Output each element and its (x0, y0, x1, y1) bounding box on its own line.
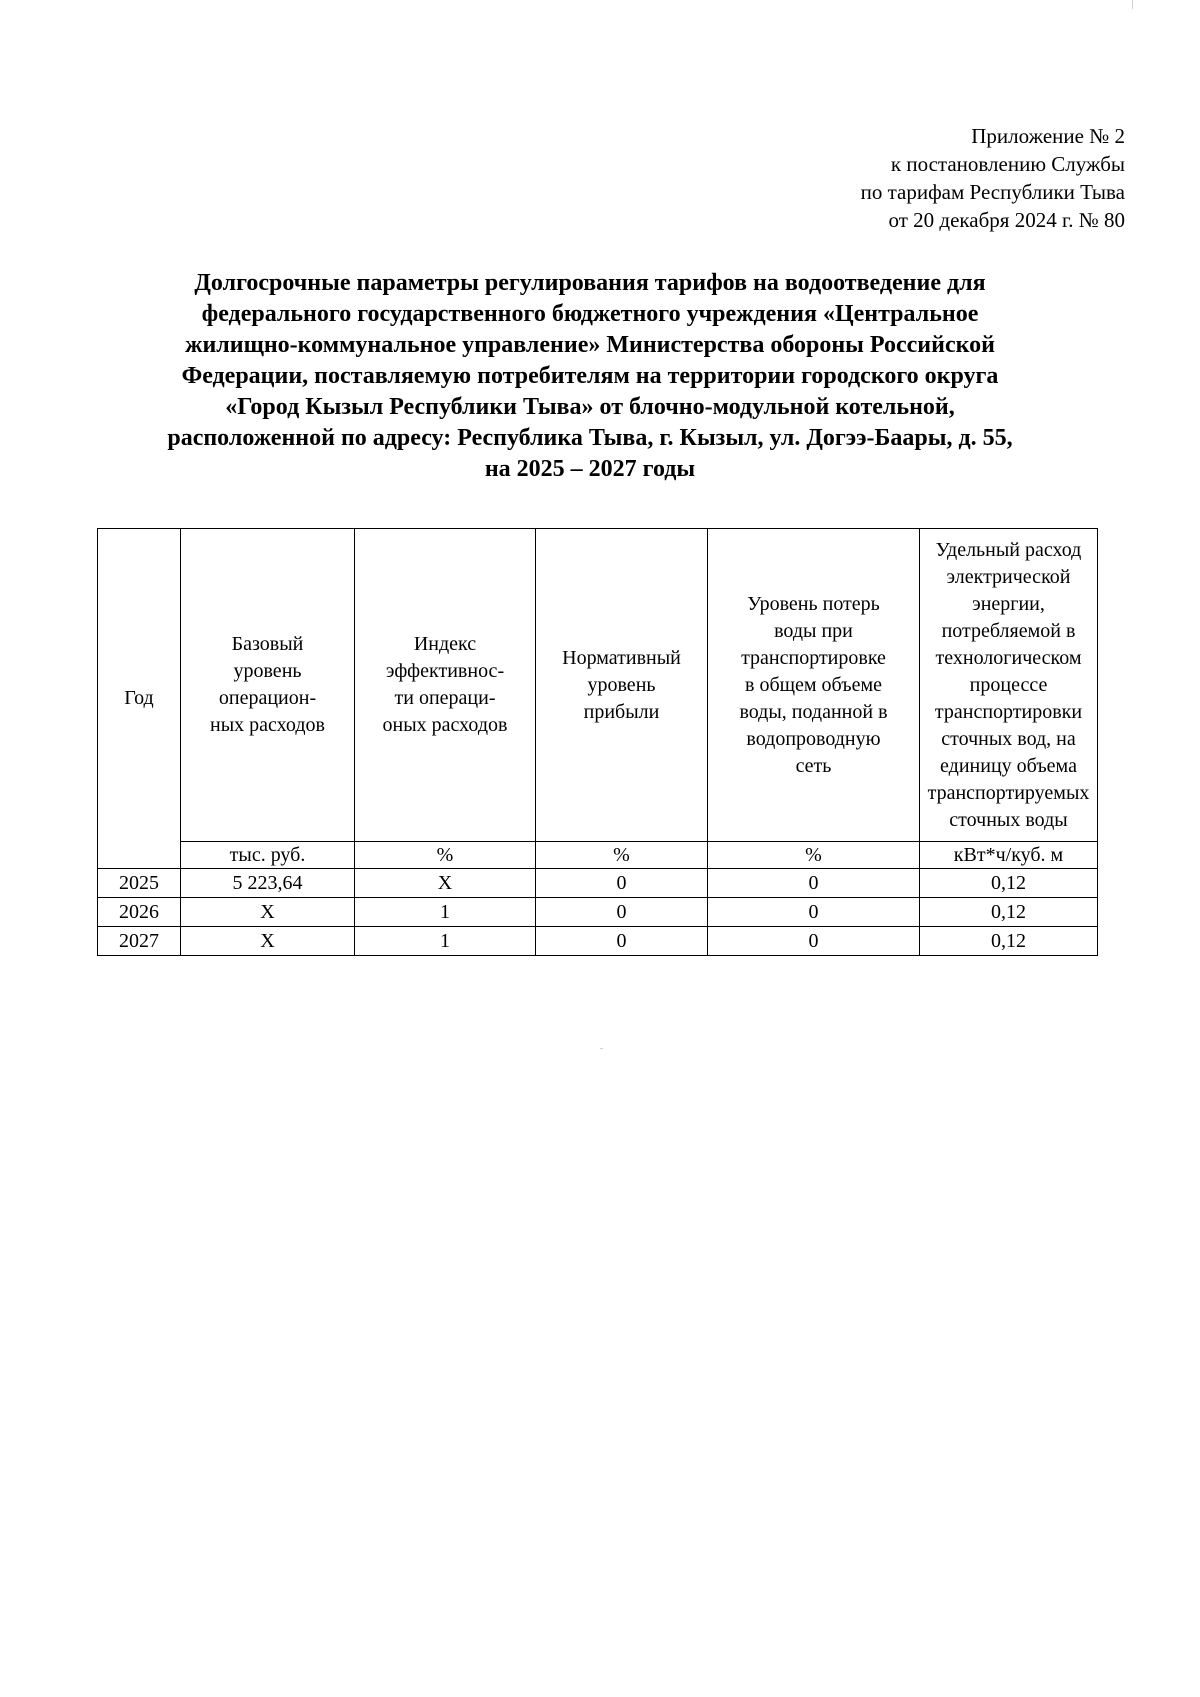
title-line: «Город Кызыл Республики Тыва» от блочно-модульной котельной, (225, 394, 955, 420)
appendix-reference (605, 122, 1125, 234)
scan-speck (600, 1048, 603, 1049)
cell-water-loss: 0 (708, 927, 920, 956)
cell-water-loss: 0 (708, 898, 920, 927)
cell-year: 2026 (98, 898, 181, 927)
title-line: Федерации, поставляемую потребителям на территории городского округа (181, 363, 999, 389)
header-year: Год (98, 529, 181, 869)
unit-cell: % (536, 842, 708, 869)
cell-efficiency-index: 1 (355, 898, 536, 927)
cell-energy-use: 0,12 (920, 898, 1098, 927)
cell-energy-use: 0,12 (920, 927, 1098, 956)
header-energy-use: Удельный расход электрической энергии, потребляемой в технологическом процессе транспортировки сточных вод, на единицу объема транспортируемых сточных воды (920, 529, 1098, 842)
appendix-line: от 20 декабря 2024 г. № 80 (888, 208, 1125, 232)
cell-base-level: X (181, 927, 355, 956)
table-row (98, 927, 1098, 956)
unit-cell: кВт*ч/куб. м (920, 842, 1098, 869)
table-header-row (98, 529, 1098, 842)
document-title (90, 268, 1090, 485)
header-efficiency-index: Индекс эффективнос- ти операци- оных расходов (355, 529, 536, 842)
header-base-level: Базовый уровень операцион- ных расходов (181, 529, 355, 842)
cell-profit-level: 0 (536, 869, 708, 898)
tariff-parameters-table (97, 528, 1098, 956)
unit-cell: % (355, 842, 536, 869)
title-line: на 2025 – 2027 годы (484, 456, 696, 482)
table-row (98, 869, 1098, 898)
table-units-row (98, 842, 1098, 869)
cell-base-level: X (181, 898, 355, 927)
table-row (98, 898, 1098, 927)
title-line: Долгосрочные параметры регулирования тарифов на водоотведение для (194, 270, 986, 296)
cell-profit-level: 0 (536, 927, 708, 956)
cell-year: 2027 (98, 927, 181, 956)
cell-water-loss: 0 (708, 869, 920, 898)
title-line: расположенной по адресу: Республика Тыва, г. Кызыл, ул. Догээ-Баары, д. 55, (167, 425, 1013, 451)
appendix-line: к постановлению Службы (890, 152, 1125, 176)
title-line: федерального государственного бюджетного учреждения «Центральное (201, 301, 979, 327)
cell-efficiency-index: 1 (355, 927, 536, 956)
appendix-line: Приложение № 2 (971, 124, 1125, 148)
appendix-line: по тарифам Республики Тыва (860, 180, 1125, 204)
cell-year: 2025 (98, 869, 181, 898)
header-water-loss: Уровень потерь воды при транспортировке в общем объеме воды, поданной в водопроводную сеть (708, 529, 920, 842)
unit-cell: % (708, 842, 920, 869)
title-line: жилищно-коммунальное управление» Министерства обороны Российской (185, 332, 995, 358)
cell-energy-use: 0,12 (920, 869, 1098, 898)
cell-profit-level: 0 (536, 898, 708, 927)
cell-efficiency-index: X (355, 869, 536, 898)
header-profit-level: Нормативный уровень прибыли (536, 529, 708, 842)
scan-speck (1132, 0, 1133, 9)
cell-base-level: 5 223,64 (181, 869, 355, 898)
unit-cell: тыс. руб. (181, 842, 355, 869)
